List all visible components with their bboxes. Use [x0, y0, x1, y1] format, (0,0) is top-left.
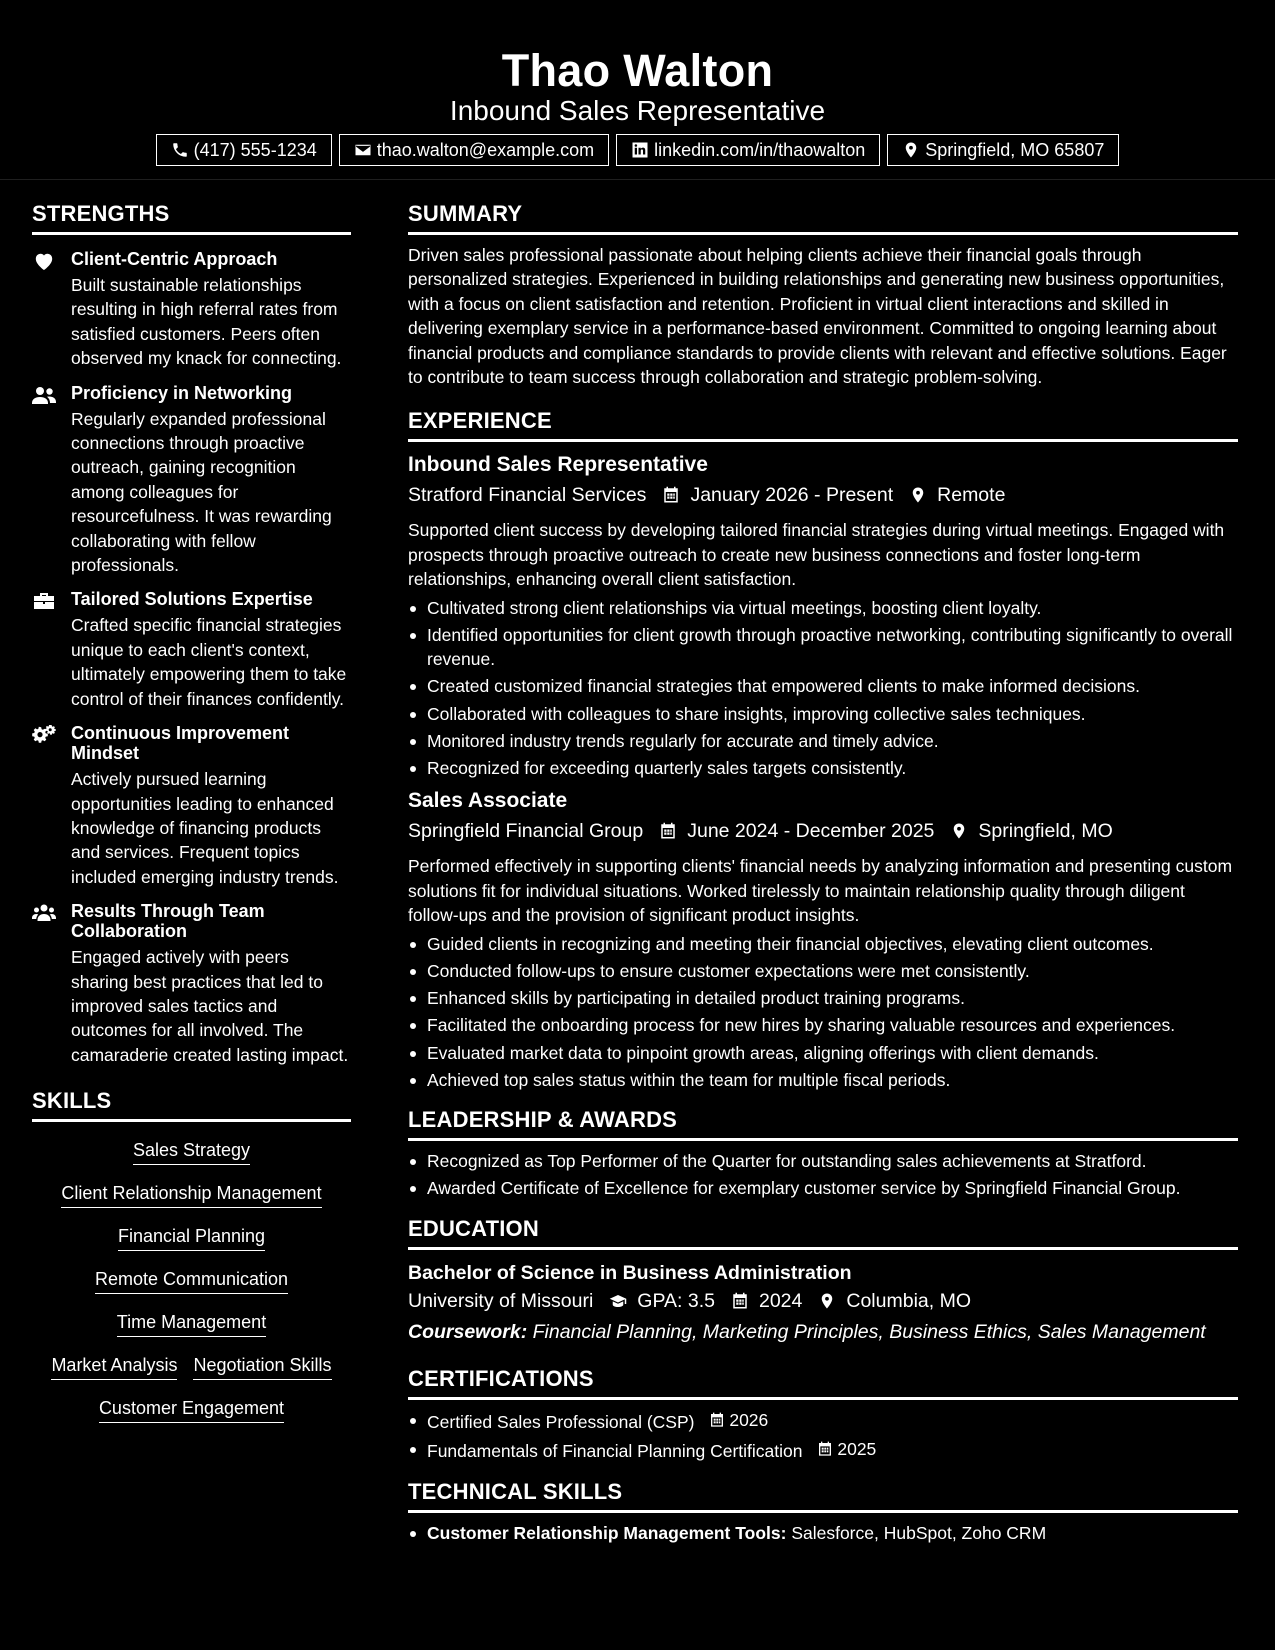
- job-company: Stratford Financial Services: [408, 484, 647, 507]
- list-item: [408, 1521, 1238, 1545]
- job-title: Sales Associate: [408, 789, 568, 813]
- job-entry: [408, 452, 1238, 780]
- skill-row: [32, 1181, 351, 1208]
- certifications-heading: CERTIFICATIONS: [408, 1365, 594, 1391]
- job-location: Springfield, MO: [978, 820, 1113, 843]
- experience-heading: EXPERIENCE: [408, 408, 552, 434]
- candidate-role: Inbound Sales Representative: [449, 95, 826, 126]
- section-divider: [408, 439, 1238, 442]
- graduation-year: 2024: [758, 1289, 803, 1312]
- strengths-heading: STRENGTHS: [32, 201, 170, 226]
- degree-title: Bachelor of Science in Business Administration: [408, 1261, 852, 1284]
- leadership-section: [408, 1106, 1238, 1201]
- calendar-icon: [662, 486, 680, 504]
- skill-row: [32, 1353, 351, 1380]
- job-summary: Supported client success by developing tailored financial strategies during virtual meetings. Engaged with prospects through proactive outreach to create new business connections and foster long-term relationships, enhancing overall client satisfaction.: [408, 520, 1225, 590]
- skill-tag: Financial Planning: [118, 1224, 265, 1251]
- contact-location: [887, 134, 1119, 166]
- map-pin-icon: [950, 822, 968, 840]
- briefcase-icon: [32, 591, 56, 611]
- map-pin-icon: [818, 1292, 836, 1310]
- skill-tag: Negotiation Skills: [193, 1353, 331, 1380]
- job-company: Springfield Financial Group: [408, 820, 644, 843]
- list-item: [408, 1408, 1238, 1435]
- job-bullets: [408, 932, 1238, 1092]
- list-item: Evaluated market data to pinpoint growth areas, aligning offerings with client demands.: [408, 1041, 1238, 1065]
- contact-linkedin[interactable]: [616, 134, 880, 166]
- strength-item: [32, 249, 351, 371]
- list-item: Guided clients in recognizing and meeting their financial objectives, elevating client outcomes.: [408, 932, 1238, 956]
- list-item: Awarded Certificate of Excellence for exemplary customer service by Springfield Financial Group.: [408, 1176, 1238, 1200]
- list-item: Recognized for exceeding quarterly sales targets consistently.: [408, 756, 1238, 780]
- strength-title: Proficiency in Networking: [71, 382, 293, 403]
- coursework: [408, 1319, 1238, 1345]
- section-divider: [408, 1397, 1238, 1400]
- strength-title: Tailored Solutions Expertise: [71, 589, 313, 610]
- contact-email[interactable]: [339, 134, 609, 166]
- calendar-icon: [709, 1412, 725, 1428]
- certifications-section: [408, 1365, 1238, 1464]
- left-column: [32, 200, 351, 1423]
- strength-text: Crafted specific financial strategies unique to each client's context, ultimately empowering them to take control of their finances confidently.: [71, 615, 347, 709]
- contact-bar: [0, 134, 1275, 166]
- coursework-label: Coursework:: [408, 1320, 528, 1343]
- job-meta: [408, 482, 1238, 508]
- gpa: GPA: 3.5: [637, 1289, 715, 1312]
- education-section: [408, 1215, 1238, 1345]
- school-name: University of Missouri: [408, 1289, 594, 1312]
- job-summary: Performed effectively in supporting clients' financial needs by analyzing information and presenting custom solutions fit for individual situations. Worked tirelessly to maintain relationship quality through diligent follow-ups and the provision of significant product insights.: [408, 856, 1233, 926]
- job-dates: June 2024 - December 2025: [687, 820, 935, 843]
- users-icon: [32, 903, 56, 923]
- calendar-icon: [731, 1292, 749, 1310]
- skills-section: [32, 1087, 351, 1423]
- heart-icon: [32, 251, 56, 271]
- phone-icon: [171, 141, 189, 159]
- skill-tag: Customer Engagement: [99, 1396, 284, 1423]
- strength-text: Built sustainable relationships resulting in high referral rates from satisfied customers. Peers often observed my knack for connecting.: [71, 275, 342, 369]
- strength-item: [32, 383, 351, 578]
- technical-skills-list: [408, 1521, 1238, 1545]
- cert-name: Fundamentals of Financial Planning Certification: [427, 1441, 803, 1462]
- section-divider: [408, 1510, 1238, 1513]
- tech-skill-value: Salesforce, HubSpot, Zoho CRM: [791, 1522, 1047, 1543]
- skill-row: [32, 1138, 351, 1165]
- skill-tag: Time Management: [117, 1310, 266, 1337]
- tech-skill-label: Customer Relationship Management Tools:: [427, 1522, 787, 1543]
- education-meta: [408, 1288, 1238, 1314]
- right-column: [408, 200, 1238, 1548]
- experience-section: [408, 407, 1238, 1092]
- job-entry: [408, 788, 1238, 1092]
- strength-title: Results Through Team Collaboration: [71, 901, 265, 942]
- skills-heading: SKILLS: [32, 1088, 112, 1114]
- map-pin-icon: [909, 486, 927, 504]
- contact-email-text: thao.walton@example.com: [376, 139, 595, 160]
- skill-tag: Remote Communication: [95, 1267, 288, 1294]
- list-item: [408, 1437, 1238, 1464]
- contact-phone-text: (417) 555-1234: [193, 139, 317, 160]
- section-divider: [32, 1119, 351, 1122]
- strength-item: [32, 589, 351, 711]
- cert-year: 2025: [837, 1439, 877, 1460]
- strength-item: [32, 723, 351, 889]
- job-meta: [408, 818, 1238, 844]
- envelope-icon: [354, 141, 372, 159]
- list-item: Cultivated strong client relationships via virtual meetings, boosting client loyalty.: [408, 596, 1238, 620]
- skill-tag: Client Relationship Management: [61, 1181, 321, 1208]
- calendar-icon: [659, 822, 677, 840]
- list-item: Collaborated with colleagues to share insights, improving collective sales techniques.: [408, 702, 1238, 726]
- skill-row: [32, 1310, 351, 1337]
- job-location: Remote: [937, 484, 1006, 507]
- job-bullets: [408, 596, 1238, 781]
- leadership-list: [408, 1149, 1238, 1201]
- skill-tag: Market Analysis: [51, 1353, 177, 1380]
- section-divider: [32, 232, 351, 235]
- resume-header: [0, 0, 1275, 180]
- list-item: Achieved top sales status within the team for multiple fiscal periods.: [408, 1068, 1238, 1092]
- leadership-heading: LEADERSHIP & AWARDS: [408, 1107, 678, 1133]
- summary-heading: SUMMARY: [408, 201, 523, 226]
- summary-text: Driven sales professional passionate about helping clients achieve their financial goals through personalized strategies. Experienced in building relationships and generating new business opportunities, with a focus on client satisfaction and retention. Proficient in virtual client interactions and skilled in delivering exemplary service in a performance-based environment. Committed to ongoing learning about financial products and compliance standards to provide clients with relevant and effective solutions. Eager to contribute to team success through collaboration and strategic problem-solving.: [408, 245, 1227, 388]
- skill-row: [32, 1224, 351, 1251]
- strength-title: Continuous Improvement Mindset: [71, 723, 290, 764]
- coursework-list: Financial Planning, Marketing Principles, Business Ethics, Sales Management: [532, 1320, 1206, 1343]
- list-item: Identified opportunities for client growth through proactive networking, contributing significantly to overall revenue.: [408, 623, 1238, 672]
- summary-section: [408, 200, 1238, 389]
- strengths-section: [32, 200, 351, 1067]
- user-group-icon: [32, 385, 56, 405]
- map-pin-icon: [902, 141, 920, 159]
- list-item: Conducted follow-ups to ensure customer expectations were met consistently.: [408, 959, 1238, 983]
- graduation-cap-icon: [609, 1292, 627, 1310]
- skill-row: [32, 1267, 351, 1294]
- certifications-list: [408, 1408, 1238, 1464]
- section-divider: [408, 1138, 1238, 1141]
- skill-row: [32, 1396, 351, 1423]
- strength-text: Engaged actively with peers sharing best practices that led to improved sales tactics and outcomes for all involved. The camaraderie created lasting impact.: [71, 947, 349, 1065]
- cert-year: 2026: [729, 1409, 769, 1430]
- list-item: Facilitated the onboarding process for new hires by sharing valuable resources and experiences.: [408, 1013, 1238, 1037]
- contact-location-text: Springfield, MO 65807: [925, 139, 1105, 160]
- technical-skills-heading: TECHNICAL SKILLS: [408, 1478, 623, 1504]
- contact-linkedin-text: linkedin.com/in/thaowalton: [654, 139, 866, 160]
- school-location: Columbia, MO: [846, 1289, 971, 1312]
- list-item: Enhanced skills by participating in detailed product training programs.: [408, 986, 1238, 1010]
- calendar-icon: [817, 1441, 833, 1457]
- job-title: Inbound Sales Representative: [408, 453, 708, 477]
- candidate-name: Thao Walton: [501, 45, 774, 96]
- list-item: Created customized financial strategies that empowered clients to make informed decisions.: [408, 674, 1238, 698]
- list-item: Monitored industry trends regularly for accurate and timely advice.: [408, 729, 1238, 753]
- gears-icon: [32, 725, 56, 745]
- skill-tag: Sales Strategy: [133, 1138, 250, 1165]
- strength-title: Client-Centric Approach: [71, 249, 278, 269]
- contact-phone[interactable]: [156, 134, 332, 166]
- education-heading: EDUCATION: [408, 1215, 539, 1241]
- section-divider: [408, 232, 1238, 235]
- technical-skills-section: [408, 1478, 1238, 1545]
- job-dates: January 2026 - Present: [690, 484, 894, 507]
- strength-text: Actively pursued learning opportunities leading to enhanced knowledge of financing products and services. Frequent topics included emerging industry trends.: [71, 769, 339, 887]
- cert-name: Certified Sales Professional (CSP): [427, 1411, 695, 1432]
- strength-item: [32, 901, 351, 1067]
- list-item: Recognized as Top Performer of the Quarter for outstanding sales achievements at Stratford.: [408, 1149, 1238, 1173]
- linkedin-icon: [631, 141, 649, 159]
- strength-text: Regularly expanded professional connections through proactive outreach, gaining recognition among colleagues for resourcefulness. It was rewarding collaborating with fellow professionals.: [71, 408, 332, 576]
- section-divider: [408, 1247, 1238, 1250]
